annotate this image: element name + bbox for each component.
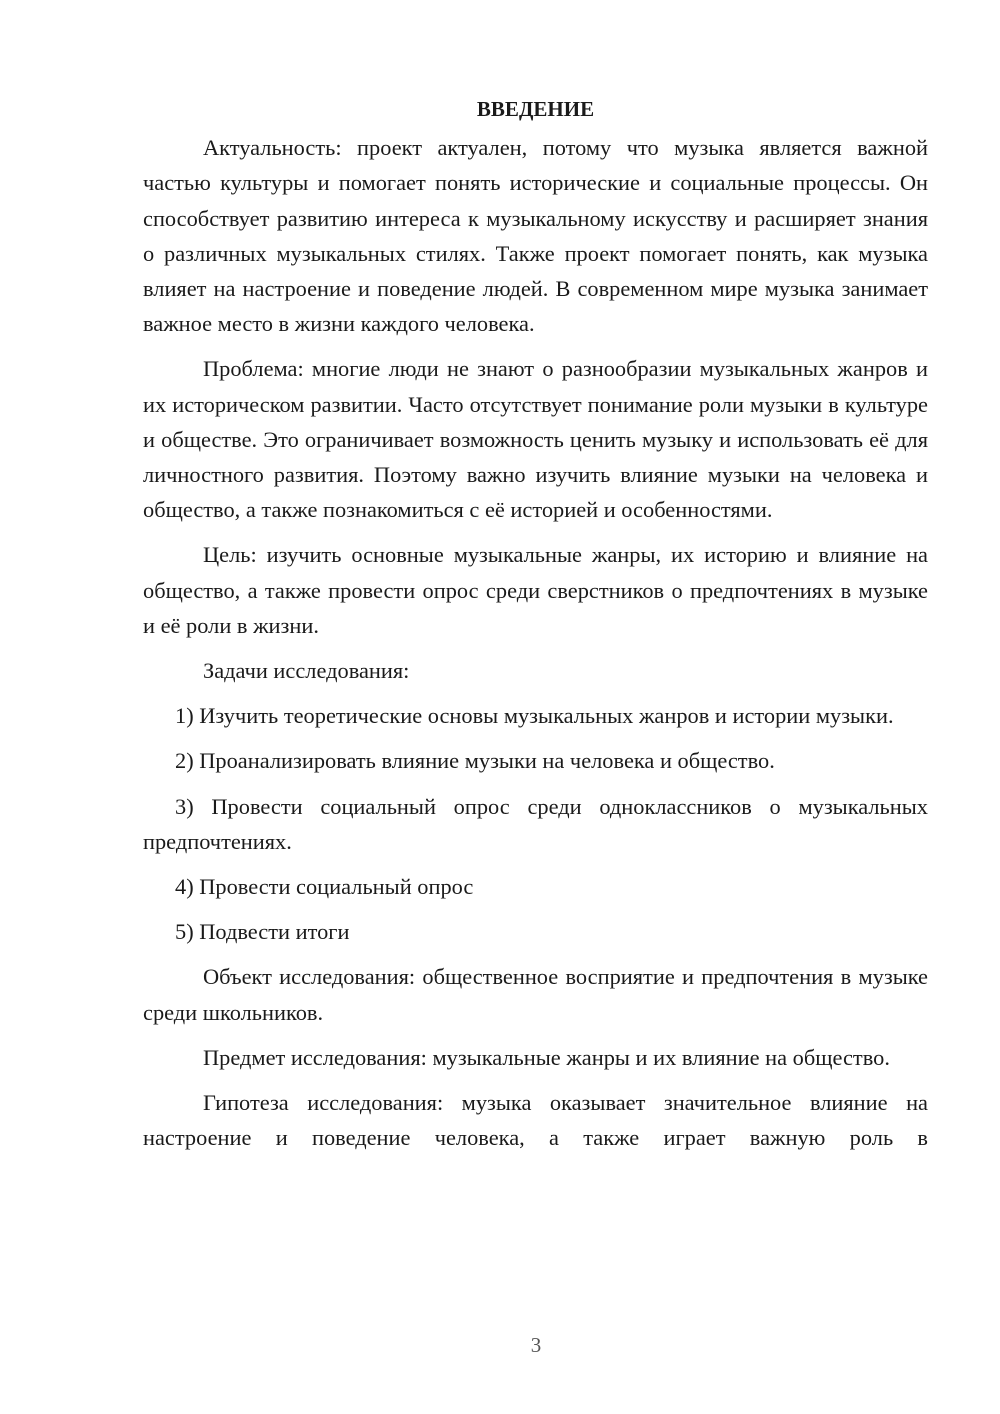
document-page — [143, 92, 928, 1155]
page-number: 3 — [530, 1333, 542, 1357]
task-item-1: 1) Изучить теоретические основы музыкальных жанров и истории музыки. — [175, 703, 894, 729]
task-item-4: 4) Провести социальный опрос — [175, 874, 474, 900]
task-item-5: 5) Подвести итоги — [175, 919, 350, 945]
section-title: ВВЕДЕНИЕ — [476, 97, 595, 121]
task-item-3: 3) Провести социальный опрос среди одноклассников о музыкальных предпочтениях. — [143, 793, 928, 854]
hypothesis-paragraph: Гипотеза исследования: музыка оказывает значительное влияние на настроение и поведение человека, а также играет важную роль в — [143, 1090, 928, 1151]
object-paragraph: Объект исследования: общественное восприятие и предпочтения в музыке среди школьников. — [143, 964, 928, 1025]
tasks-heading: Задачи исследования: — [203, 658, 410, 684]
subject-paragraph: Предмет исследования: музыкальные жанры и их влияние на общество. — [203, 1044, 890, 1070]
relevance-paragraph: Актуальность: проект актуален, потому что музыка является важной частью культуры и помогает понять исторические и социальные процессы. Он способствует развитию интереса к музыкальному искусству и расширяет знания о различных музыкальных стилях. Также проект помогает понять, как музыка влияет на настроение и поведение людей. В современном мире музыка занимает важное место в жизни каждого человека. — [143, 135, 928, 337]
task-item-2: 2) Проанализировать влияние музыки на человека и общество. — [175, 748, 775, 774]
problem-paragraph: Проблема: многие люди не знают о разнообразии музыкальных жанров и их историческом развитии. Часто отсутствует понимание роли музыки в культуре и обществе. Это ограничивает возможность ценить музыку и использовать её для личностного развития. Поэтому важно изучить влияние музыки на человека и общество, а также познакомиться с её историей и особенностями. — [143, 356, 928, 523]
goal-paragraph: Цель: изучить основные музыкальные жанры, их историю и влияние на общество, а также провести опрос среди сверстников о предпочтениях в музыке и её роли в жизни. — [143, 542, 928, 638]
